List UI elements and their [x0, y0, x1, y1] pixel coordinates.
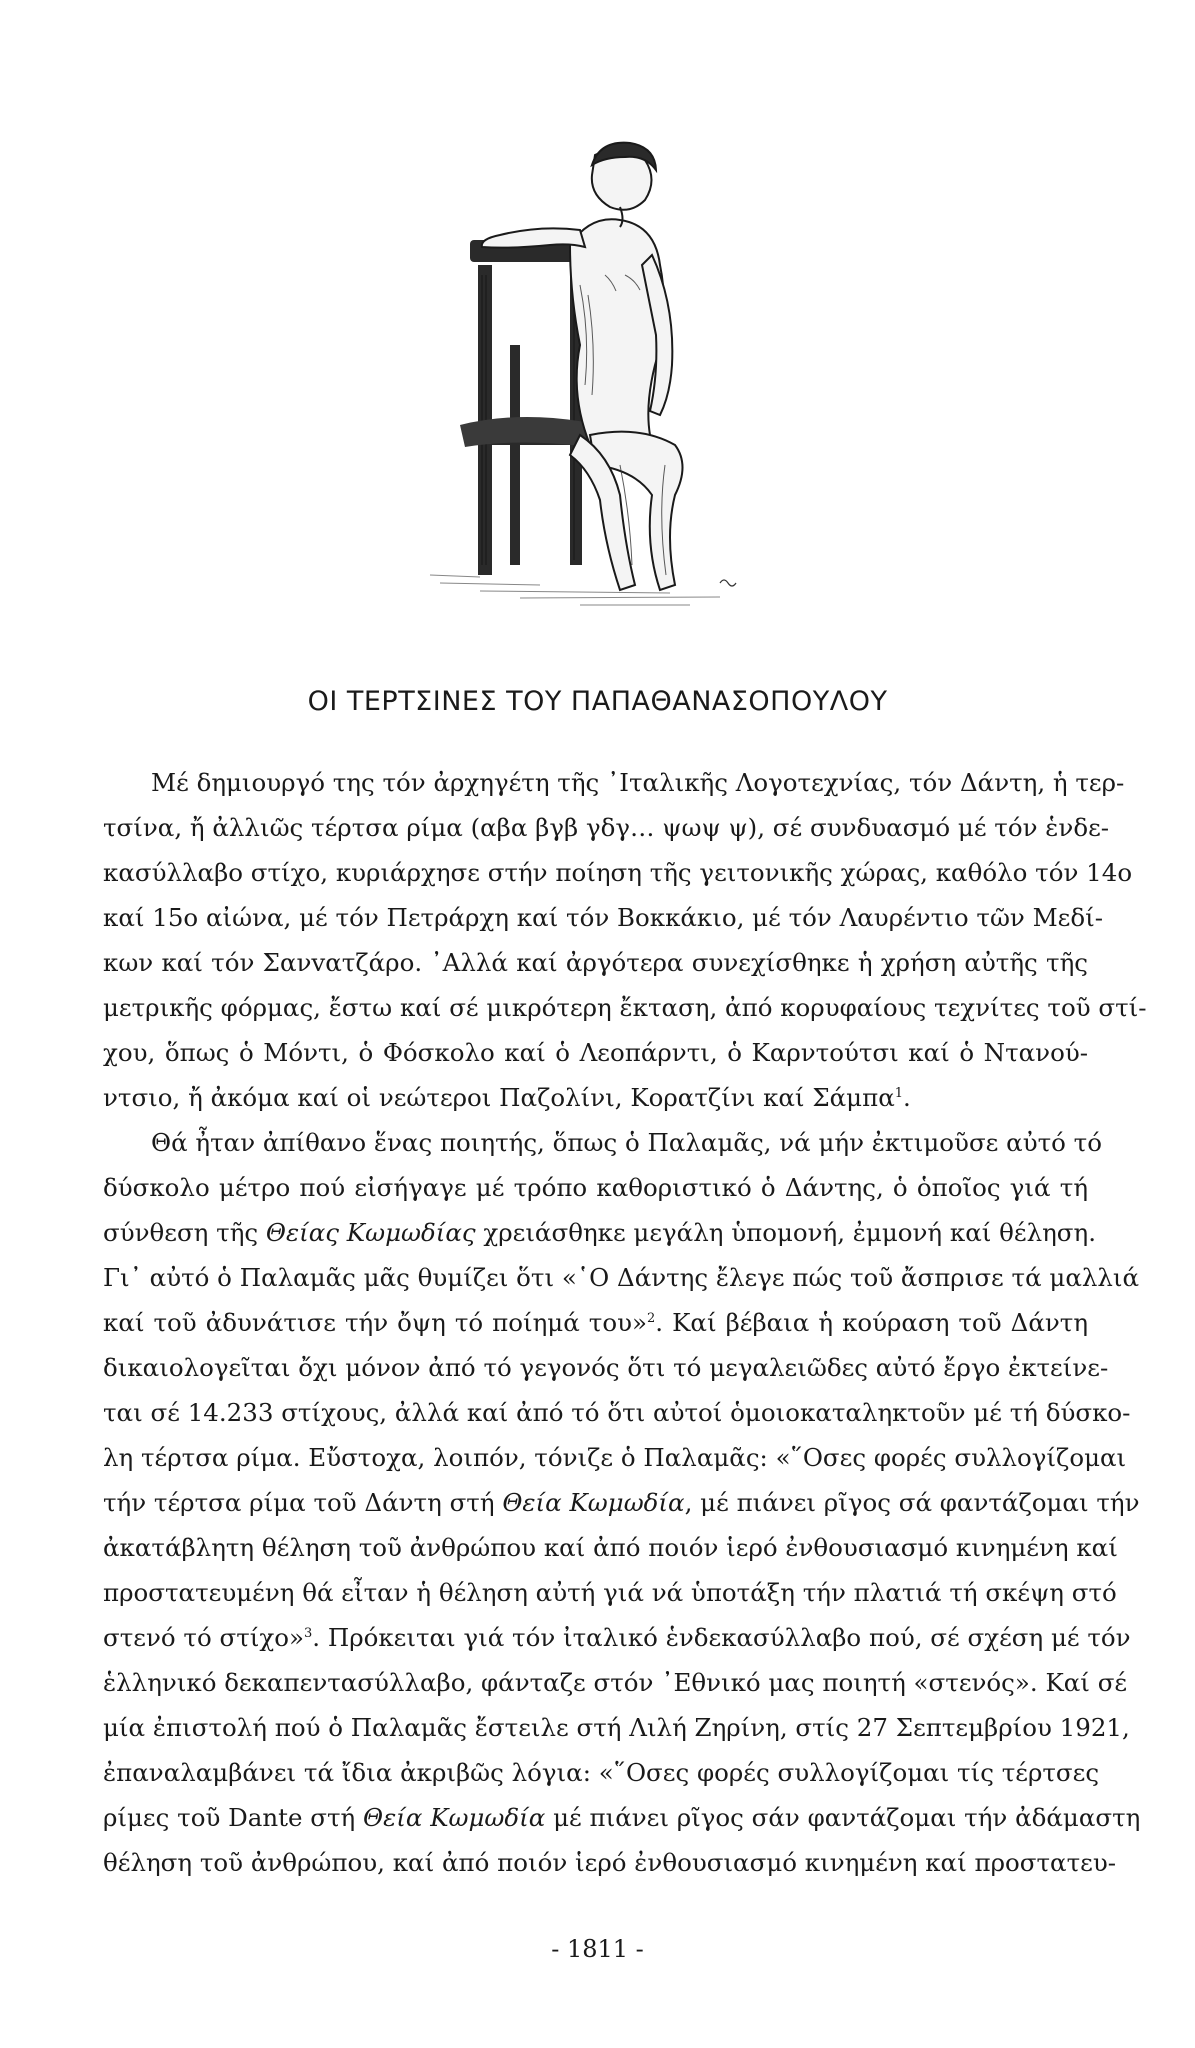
text-line: μετρικῆς φόρμας, ἔστω καί σέ μικρότερη ἔκταση, ἀπό κορυφαίους τεχνίτες τοῦ στί-	[103, 993, 1147, 1022]
text-line: τσίνα, ἤ ἀλλιῶς τέρτσα ρίμα (αβα βγβ γδγ… ψωψ ψ), σέ συνδυασμό μέ τόν ἑνδε-	[103, 813, 1110, 842]
text-line	[103, 1210, 1096, 1255]
text-line: Θά ἦταν ἀπίθανο ἕνας ποιητής, ὅπως ὁ Παλαμᾶς, νά μήν ἐκτιμοῦσε αὐτό τό	[151, 1128, 1102, 1157]
text-fragment: ντσιο, ἤ ἀκόμα καί οἱ νεώτεροι Παζολίνι, Κορατζίνι καί Σάμπα	[103, 1083, 895, 1112]
text-line: ἐπαναλαμβάνει τά ἴδια ἀκριβῶς λόγια: «῞Οσες φορές συλλογίζομαι τίς τέρτσες	[103, 1758, 1100, 1787]
text-line: λη τέρτσα ρίμα. Εὔστοχα, λοιπόν, τόνιζε ὁ Παλαμᾶς: «῞Οσες φορές συλλογίζομαι	[103, 1443, 1127, 1472]
page-number: - 1811 -	[551, 1935, 644, 1963]
text-fragment: χρειάσθηκε μεγάλη ὑπομονή, ἐμμονή καί θέληση.	[475, 1218, 1096, 1247]
text-line: κασύλλαβο στίχο, κυριάρχησε στήν ποίηση τῆς γειτονικῆς χώρας, καθόλο τόν 14ο	[103, 858, 1133, 887]
text-line: μία ἐπιστολή πού ὁ Παλαμᾶς ἔστειλε στή Λιλή Ζηρίνη, στίς 27 Σεπτεμβρίου 1921,	[103, 1713, 1130, 1742]
text-fragment: στενό τό στίχο»	[103, 1623, 304, 1652]
text-fragment: ρίμες τοῦ Dante στή	[103, 1803, 364, 1832]
text-fragment: . Καί βέβαια ἡ κούραση τοῦ Δάντη	[655, 1308, 1089, 1337]
text-line: χου, ὅπως ὁ Μόντι, ὁ Φόσκολο καί ὁ Λεοπάρντι, ὁ Καρντούτσι καί ὁ Ντανού-	[103, 1038, 1088, 1067]
text-line: ἀκατάβλητη θέληση τοῦ ἀνθρώπου καί ἀπό ποιόν ἱερό ἐνθουσιασμό κινημένη καί	[103, 1533, 1118, 1562]
text-line: καί 15ο αἰώνα, μέ τόν Πετράρχη καί τόν Βοκκάκιο, μέ τόν Λαυρέντιο τῶν Μεδί-	[103, 903, 1104, 932]
text-line: ἑλληνικό δεκαπεντασύλλαβο, φάνταζε στόν ᾿Εθνικό μας ποιητή «στενός». Καί σέ	[103, 1668, 1128, 1697]
text-line	[103, 1480, 1140, 1525]
italic-title: Θεία Κωμωδία	[363, 1803, 546, 1832]
text-line: ται σέ 14.233 στίχους, ἀλλά καί ἀπό τό ὅτι αὐτοί ὁμοιοκαταληκτοῦν μέ τή δύσκο-	[103, 1398, 1131, 1427]
text-line: Γι᾿ αὐτό ὁ Παλαμᾶς μᾶς θυμίζει ὅτι «῾Ο Δάντης ἔλεγε πώς τοῦ ἄσπρισε τά μαλλιά	[103, 1263, 1140, 1292]
text-line	[103, 1300, 1088, 1345]
chapter-title: ΟΙ ΤΕΡΤΣΙΝΕΣ ΤΟΥ ΠΑΠΑΘΑΝΑΣΟΠΟΥΛΟΥ	[307, 686, 888, 717]
text-line	[103, 1615, 1131, 1660]
footnote-ref: 3	[303, 1625, 313, 1641]
text-fragment: καί τοῦ ἀδυνάτισε τήν ὄψη τό ποίημά του»	[103, 1308, 647, 1337]
footnote-ref: 2	[647, 1310, 656, 1326]
text-line: Μέ δημιουργό της τόν ἀρχηγέτη τῆς ᾿Ιταλικῆς Λογοτεχνίας, τόν Δάντη, ἡ τερ-	[151, 768, 1125, 797]
text-fragment: σύνθεση τῆς	[103, 1218, 266, 1247]
text-line: δικαιολογεῖται ὄχι μόνον ἀπό τό γεγονός ὅτι τό μεγαλειῶδες αὐτό ἔργο ἐκτείνε-	[103, 1353, 1109, 1382]
text-fragment: , μέ πιάνει ρῖγος σά φαντάζομαι τήν	[684, 1488, 1140, 1517]
text-fragment: τήν τέρτσα ρίμα τοῦ Δάντη στή	[103, 1488, 503, 1517]
body-text	[103, 760, 1147, 1885]
text-line: θέληση τοῦ ἀνθρώπου, καί ἀπό ποιόν ἱερό ἐνθουσιασμό κινημένη καί προστατευ-	[103, 1848, 1116, 1877]
text-fragment: . Πρόκειται γιά τόν ἰταλικό ἑνδεκασύλλαβο πού, σέ σχέση μέ τόν	[312, 1623, 1131, 1652]
text-line: κων καί τόν Σανvατζάρο. ᾿Αλλά καί ἀργότερα συνεχίσθηκε ἡ χρήση αὐτῆς τῆς	[103, 948, 1088, 977]
text-line: προστατευμένη θά εἶταν ἡ θέληση αὐτή γιά νά ὑποτάξη τήν πλατιά τή σκέψη στό	[103, 1578, 1117, 1607]
text-fragment: μέ πιάνει ρῖγος σάν φαντάζομαι τήν ἀδάμαστη	[545, 1803, 1141, 1832]
text-fragment: .	[903, 1083, 911, 1112]
text-line	[103, 1795, 1141, 1840]
footnote-ref: 1	[894, 1085, 904, 1101]
text-line: δύσκολο μέτρο πού εἰσήγαγε μέ τρόπο καθοριστικό ὁ Δάντης, ὁ ὁποῖος γιά τή	[103, 1173, 1088, 1202]
text-line	[103, 1075, 1088, 1120]
seated-nude-woman-drawing-icon	[420, 135, 780, 635]
italic-title: Θείας Κωμωδίας	[265, 1218, 476, 1247]
italic-title: Θεία Κωμωδία	[502, 1488, 685, 1517]
